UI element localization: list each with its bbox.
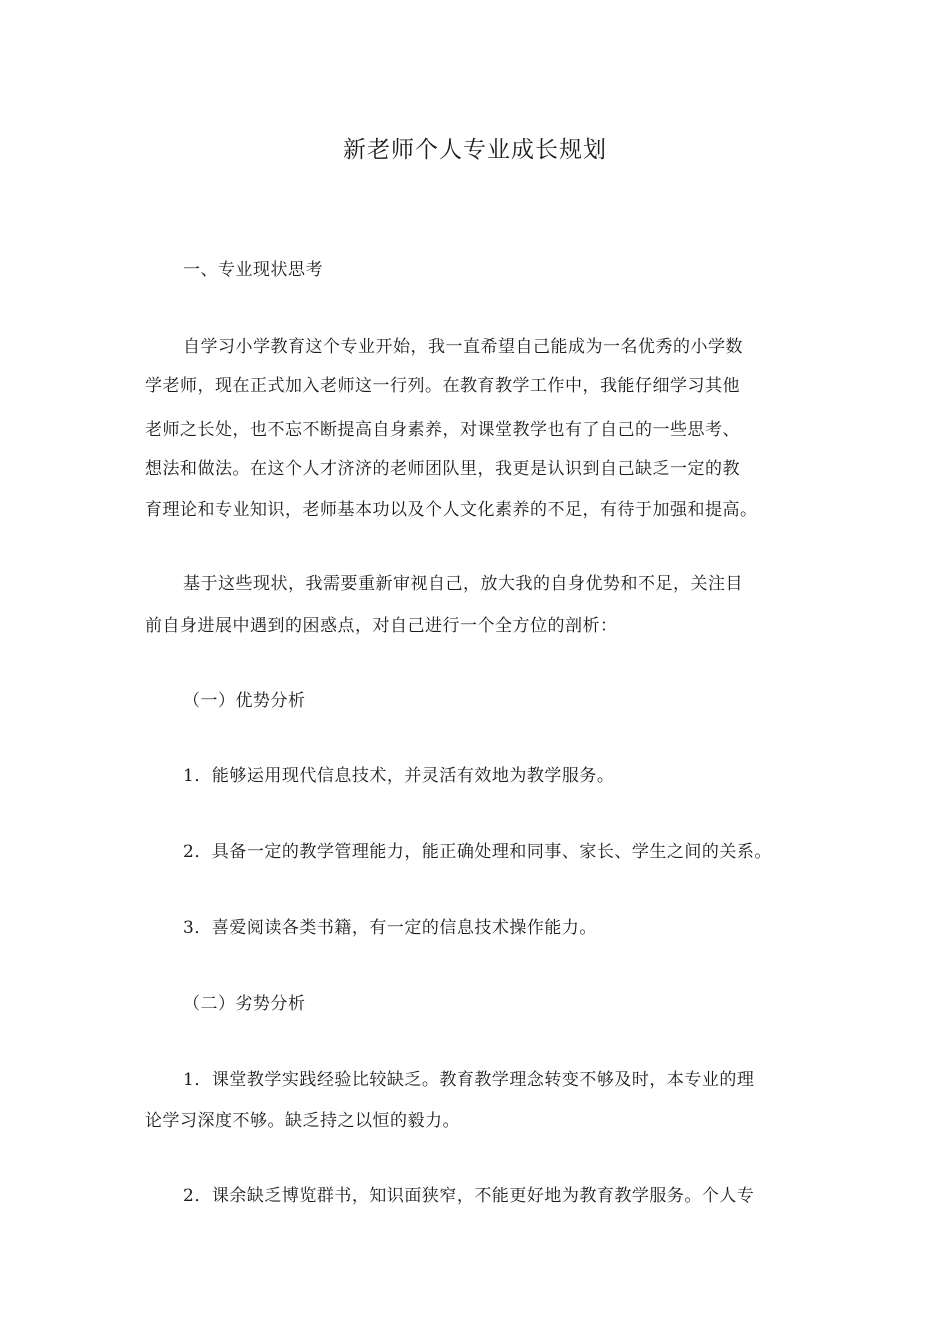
weakness-item-2-line-1: 2．课余缺乏博览群书，知识面狭窄，不能更好地为教育教学服务。个人专 [183, 1186, 755, 1206]
paragraph-1-line-3: 老师之长处，也不忘不断提高自身素养，对课堂教学也有了自己的一些思考、 [145, 420, 740, 440]
paragraph-1-line-4: 想法和做法。在这个人才济济的老师团队里，我更是认识到自己缺乏一定的教 [145, 459, 740, 479]
document-title: 新老师个人专业成长规划 [343, 137, 607, 163]
paragraph-1-line-1: 自学习小学教育这个专业开始，我一直希望自己能成为一名优秀的小学数 [183, 337, 743, 357]
subsection-heading-strengths: （一）优势分析 [183, 691, 306, 711]
paragraph-2-line-1: 基于这些现状，我需要重新审视自己，放大我的自身优势和不足，关注目 [183, 574, 743, 594]
strength-item-1: 1．能够运用现代信息技术，并灵活有效地为教学服务。 [183, 766, 615, 786]
paragraph-1-line-5: 育理论和专业知识，老师基本功以及个人文化素养的不足，有待于加强和提高。 [145, 500, 758, 520]
weakness-item-1-line-1: 1．课堂教学实践经验比较缺乏。教育教学理念转变不够及时，本专业的理 [183, 1070, 755, 1090]
section-heading-1: 一、专业现状思考 [183, 260, 323, 280]
paragraph-2-line-2: 前自身进展中遇到的困惑点，对自己进行一个全方位的剖析： [145, 616, 618, 636]
strength-item-3: 3．喜爱阅读各类书籍，有一定的信息技术操作能力。 [183, 918, 597, 938]
subsection-heading-weaknesses: （二）劣势分析 [183, 994, 306, 1014]
weakness-item-1-line-2: 论学习深度不够。缺乏持之以恒的毅力。 [145, 1111, 460, 1131]
paragraph-1-line-2: 学老师，现在正式加入老师这一行列。在教育教学工作中，我能仔细学习其他 [145, 376, 740, 396]
strength-item-2: 2．具备一定的教学管理能力，能正确处理和同事、家长、学生之间的关系。 [183, 842, 772, 862]
